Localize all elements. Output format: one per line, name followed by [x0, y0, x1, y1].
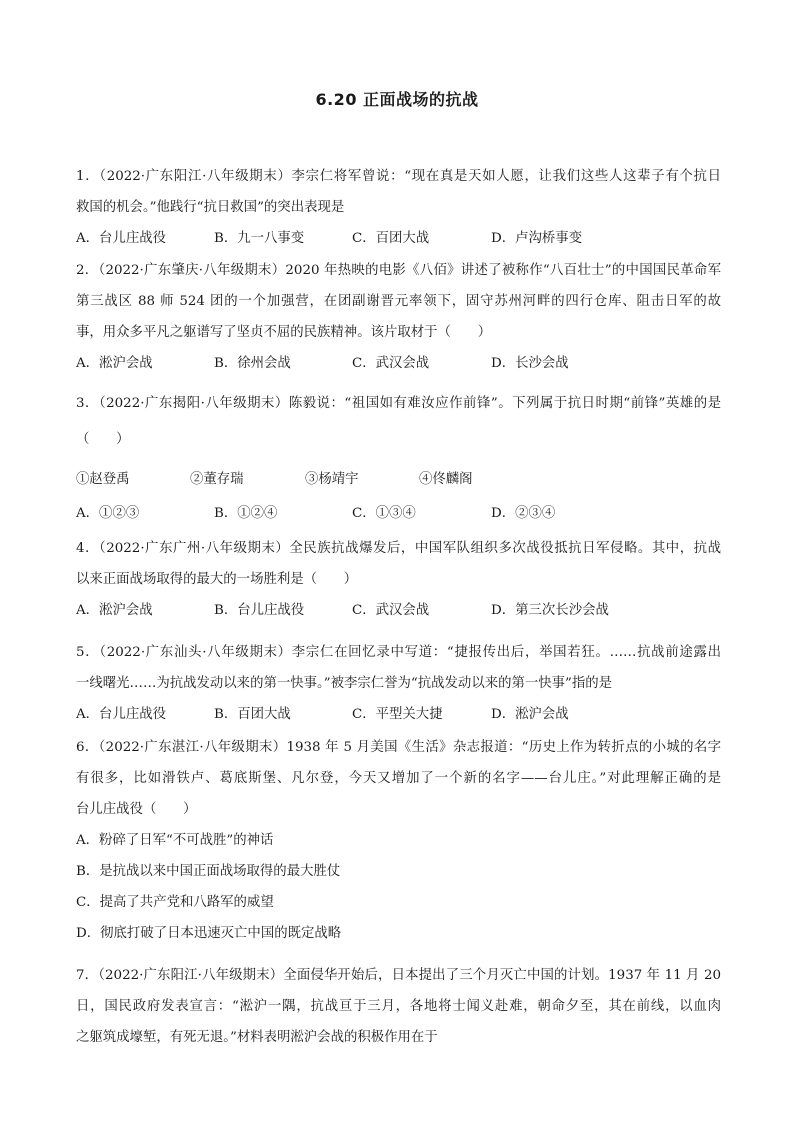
question-6: [76, 732, 721, 949]
option-a: A．①②③: [76, 506, 140, 521]
question-text-line: 第三战区 88 师 524 团的一个加强营，在团副谢晋元率领下，固守苏州河畔的四行仓库、阻击日军的故: [76, 294, 721, 309]
item-4: ④佟麟阁: [419, 472, 473, 487]
option-d: D．彻底打破了日本迅速灭亡中国的既定战略: [76, 926, 342, 941]
question-text-line: 3．（2022·广东揭阳·八年级期末）陈毅说：“祖国如有难汝应作前锋”。下列属于抗日时期“前锋”英雄的是: [76, 396, 721, 411]
option-a: A．粉碎了日军“不可战胜”的神话: [76, 833, 274, 848]
item-2: ②董存瑞: [190, 472, 244, 487]
option-b: B．①②④: [214, 506, 278, 521]
option-a: A．淞沪会战: [76, 356, 153, 371]
option-c: C．武汉会战: [352, 603, 430, 618]
question-7: [76, 960, 721, 1053]
option-b: B．是抗战以来中国正面战场取得的最大胜仗: [76, 864, 341, 879]
question-text-line: 2．（2022·广东肇庆·八年级期末）2020 年热映的电影《八佰》讲述了被称作“八百壮士”的中国国民革命军: [76, 263, 721, 278]
question-text-line: 7．（2022·广东阳江·八年级期末）全面侵华开始后，日本提出了三个月灭亡中国的计划。1937 年 11 月 20: [76, 968, 721, 983]
option-d: D．长沙会战: [491, 356, 569, 371]
question-text-line: 之躯筑成壕堑，有死无退。”材料表明淞沪会战的积极作用在于: [76, 1030, 438, 1045]
option-b: B．台儿庄战役: [214, 603, 305, 618]
option-d: D．淞沪会战: [491, 707, 569, 722]
option-c: C．提高了共产党和八路军的威望: [76, 895, 274, 910]
question-text-line: 有很多，比如滑铁卢、葛底斯堡、凡尔登，今天又增加了一个新的名字——台儿庄。”对此理解正确的是: [76, 771, 721, 786]
answer-options: [76, 498, 721, 529]
option-b: B．百团大战: [214, 707, 291, 722]
option-b: B．九一八事变: [214, 231, 305, 246]
question-1: [76, 161, 721, 254]
question-3: [76, 388, 721, 529]
question-text-line: 6．（2022·广东湛江·八年级期末）1938 年 5 月美国《生活》杂志报道：“历史上作为转折点的小城的名字: [76, 740, 721, 755]
option-d: D．第三次长沙会战: [491, 603, 609, 618]
question-text-line: 以来正面战场取得的最大的一场胜利是（ ）: [76, 572, 358, 587]
answer-options: [76, 223, 721, 254]
question-2: [76, 255, 721, 379]
option-b: B．徐州会战: [214, 356, 291, 371]
option-a: A．台儿庄战役: [76, 707, 167, 722]
option-c: C．武汉会战: [352, 356, 430, 371]
question-5: [76, 637, 721, 730]
question-text-line: 1．（2022·广东阳江·八年级期末）李宗仁将军曾说：“现在真是天如人愿，让我们这些人这辈子有个抗日: [76, 169, 721, 184]
question-text-line: 4．（2022·广东广州·八年级期末）全民族抗战爆发后，中国军队组织多次战役抵抗日军侵略。其中，抗战: [76, 541, 721, 556]
question-text-line: 台儿庄战役（ ）: [76, 802, 197, 817]
question-text-line: （ ）: [76, 432, 130, 447]
item-3: ③杨靖宇: [305, 472, 359, 487]
option-c: C．百团大战: [352, 231, 430, 246]
item-1: ①赵登禹: [76, 472, 130, 487]
option-c: C．平型关大捷: [352, 707, 443, 722]
question-4: [76, 533, 721, 626]
answer-options: [76, 348, 721, 379]
answer-options: [76, 595, 721, 626]
answer-options: [76, 699, 721, 730]
page-title: 6.20 正面战场的抗战: [315, 90, 479, 109]
option-a: A．台儿庄战役: [76, 231, 167, 246]
option-a: A．淞沪会战: [76, 603, 153, 618]
question-text-line: 一线曙光……为抗战发动以来的第一快事。”被李宗仁誉为“抗战发动以来的第一快事”指的是: [76, 676, 613, 691]
option-d: D．卢沟桥事变: [491, 231, 583, 246]
question-text-line: 5．（2022·广东汕头·八年级期末）李宗仁在回忆录中写道：“捷报传出后，举国若狂。……抗战前途露出: [76, 645, 721, 660]
question-text-line: 日，国民政府发表宣言：“淞沪一隅，抗战亘于三月，各地将士闻义赴难，朝命夕至，其在前线，以血肉: [76, 999, 721, 1014]
question-text-line: 救国的机会。”他践行“抗日救国”的突出表现是: [76, 200, 345, 215]
enumerated-items: [76, 461, 721, 498]
option-c: C．①③④: [352, 506, 416, 521]
question-text-line: 事，用众多平凡之躯谱写了坚贞不屈的民族精神。该片取材于（ ）: [76, 325, 492, 340]
option-d: D．②③④: [491, 506, 556, 521]
